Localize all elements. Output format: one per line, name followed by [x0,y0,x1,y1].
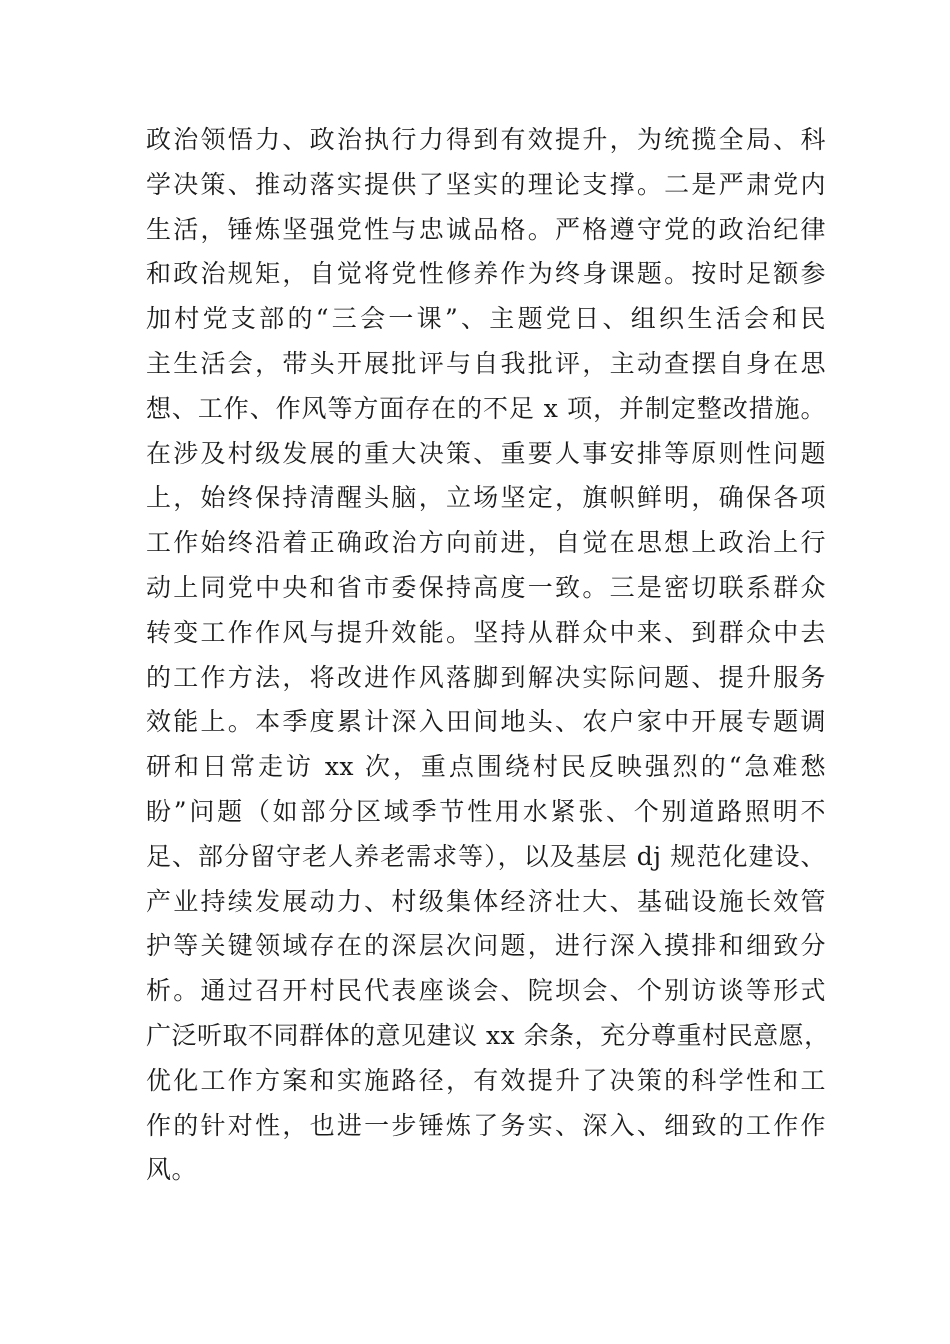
text-line: 政治领悟力、政治执行力得到有效提升，为统揽全局、科 [146,125,826,154]
text-line: 动上同党中央和省市委保持高度一致。三是密切联系群众 [146,572,826,602]
text-line: 优化工作方案和实施路径，有效提升了决策的科学性和工 [146,1065,826,1095]
text-line: 产业持续发展动力、村级集体经济壮大、基础设施长效管 [146,886,826,916]
text-line: 盼”问题（如部分区域季节性用水紧张、个别道路照明不 [146,796,826,826]
text-line: 效能上。本季度累计深入田间地头、农户家中开展专题调 [146,707,826,737]
text-line: 作的针对性，也进一步锤炼了务实、深入、细致的工作作 [146,1110,826,1140]
text-line: 和政治规矩，自觉将党性修养作为终身课题。按时足额参 [146,259,826,289]
text-line: 生活，锤炼坚强党性与忠诚品格。严格遵守党的政治纪律 [146,214,826,244]
text-line: 学决策、推动落实提供了坚实的理论支撑。二是严肃党内 [146,169,826,199]
text-line: 主生活会，带头开展批评与自我批评，主动查摆自身在思 [146,348,826,378]
text-line: 的工作方法，将改进作风落脚到解决实际问题、提升服务 [146,662,826,692]
text-line: 护等关键领域存在的深层次问题，进行深入摸排和细致分 [146,931,826,961]
text-line: 工作始终沿着正确政治方向前进，自觉在思想上政治上行 [146,528,826,558]
text-line: 风。 [146,1155,198,1185]
text-line: 上，始终保持清醒头脑，立场坚定，旗帜鲜明，确保各项 [146,483,826,513]
text-line: 在涉及村级发展的重大决策、重要人事安排等原则性问题 [146,438,826,468]
text-line: 析。通过召开村民代表座谈会、院坝会、个别访谈等形式 [146,976,826,1006]
text-line: 想、工作、作风等方面存在的不足 x 项，并制定整改措施。 [146,393,826,423]
body-paragraph [146,118,830,1193]
text-line: 研和日常走访 xx 次，重点围绕村民反映强烈的“急难愁 [146,752,826,782]
text-line: 加村党支部的“三会一课”、主题党日、组织生活会和民 [146,304,826,334]
text-line: 足、部分留守老人养老需求等），以及基层 dj 规范化建设、 [146,841,826,871]
text-line: 转变工作作风与提升效能。坚持从群众中来、到群众中去 [146,617,826,647]
text-line: 广泛听取不同群体的意见建议 xx 余条，充分尊重村民意愿， [146,1020,830,1050]
